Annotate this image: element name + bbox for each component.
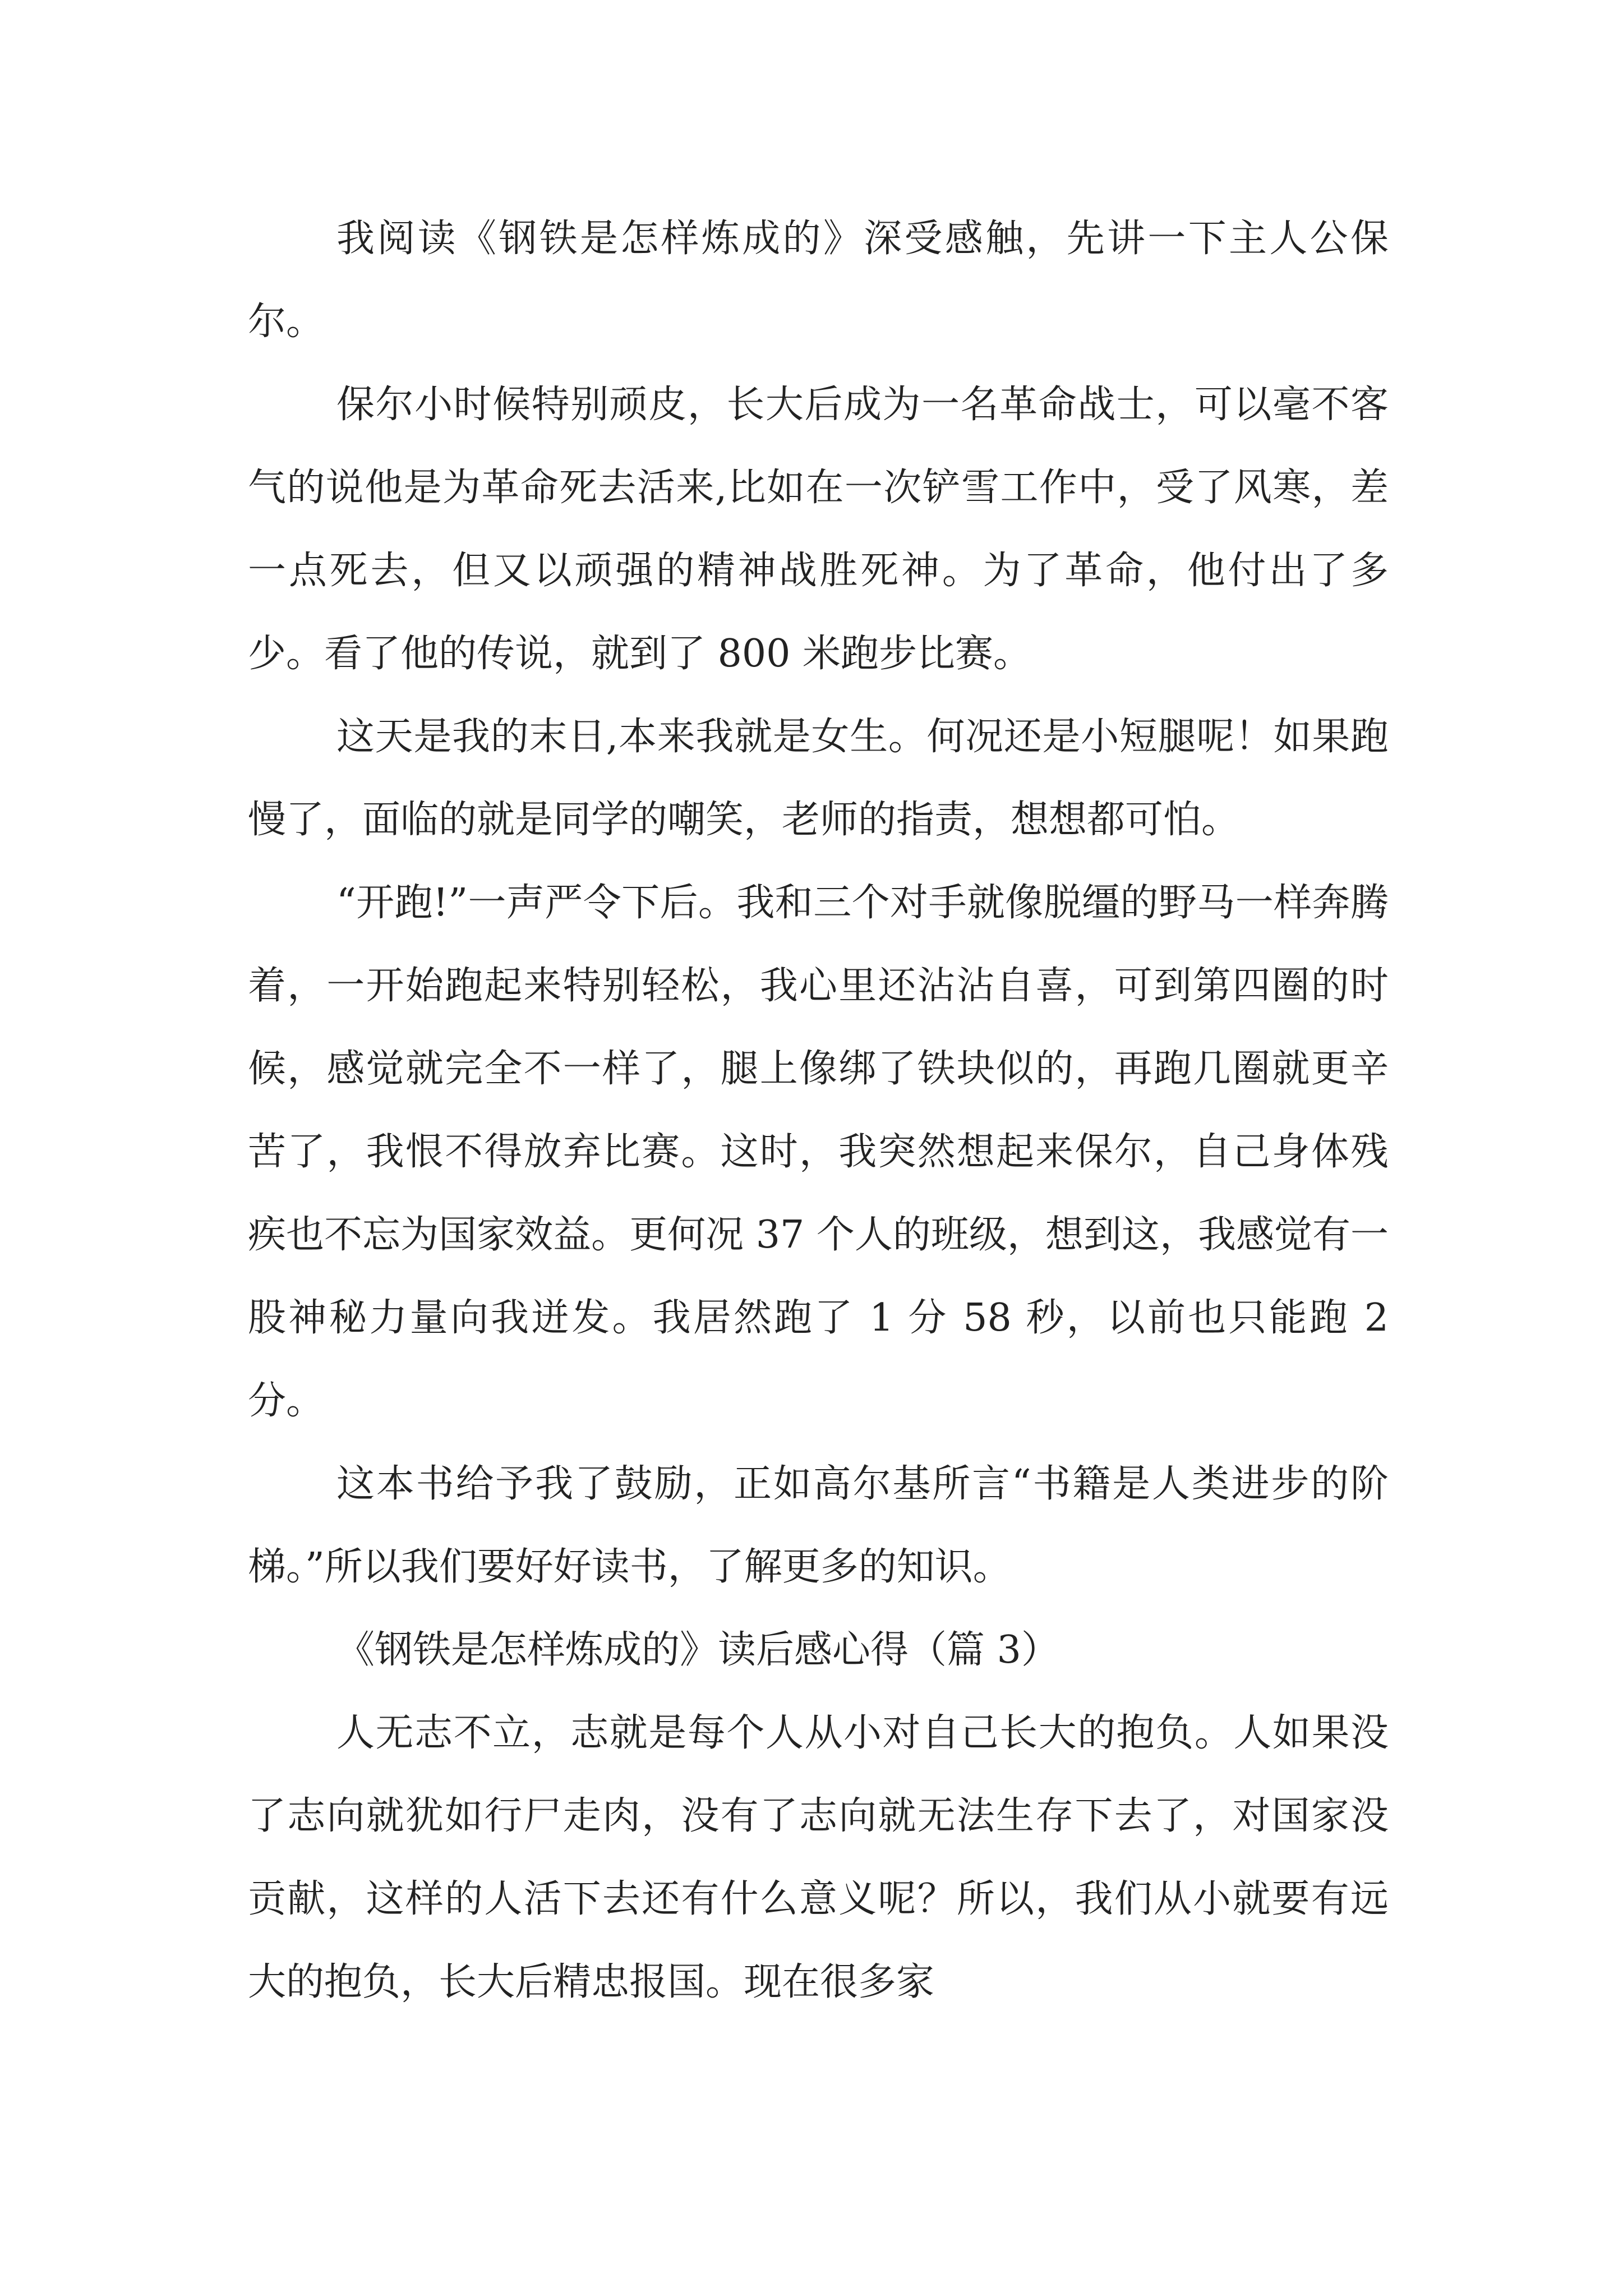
paragraph-race: “开跑!”一声严令下后。我和三个对手就像脱缰的野马一样奔腾着，一开始跑起来特别轻松，我心里还沾沾自喜，可到第四圈的时候，感觉就完全不一样了，腿上像绑了铁块似的，再跑几圈就更辛苦了，我恨不得放弃比赛。这时，我突然想起来保尔，自己身体残疾也不忘为国家效益。更何况 37 个人的班级，想到这，我感觉有一股神秘力量向我迸发。我居然跑了 1 分 58 秒，以前也只能跑 2 分。 bbox=[248, 881, 1389, 1423]
paragraph-conclusion: 这本书给予我了鼓励，正如高尔基所言“书籍是人类进步的阶梯。”所以我们要好好读书，了解更多的知识。 bbox=[248, 1462, 1389, 1589]
paragraph-ambition: 人无志不立，志就是每个人从小对自己长大的抱负。人如果没了志向就犹如行尸走肉，没有了志向就无法生存下去了，对国家没贡献，这样的人活下去还有什么意义呢？所以，我们从小就要有远大的抱负，长大后精忠报国。现在很多家 bbox=[248, 1711, 1389, 2004]
section-heading: 《钢铁是怎样炼成的》读后感心得（篇 3） bbox=[336, 1628, 1059, 1672]
paragraph-paul: 保尔小时候特别顽皮，长大后成为一名革命战士，可以毫不客气的说他是为革命死去活来,比如在一次铲雪工作中，受了风寒，差一点死去，但又以顽强的精神战胜死神。为了革命，他付出了多少。看了他的传说，就到了 800 米跑步比赛。 bbox=[248, 383, 1389, 676]
document-body bbox=[248, 197, 1389, 2024]
paragraph-intro: 我阅读《钢铁是怎样炼成的》深受感触，先讲一下主人公保尔。 bbox=[248, 217, 1389, 344]
paragraph-race-day: 这天是我的末日,本来我就是女生。何况还是小短腿呢！如果跑慢了，面临的就是同学的嘲笑，老师的指责，想想都可怕。 bbox=[248, 715, 1389, 842]
